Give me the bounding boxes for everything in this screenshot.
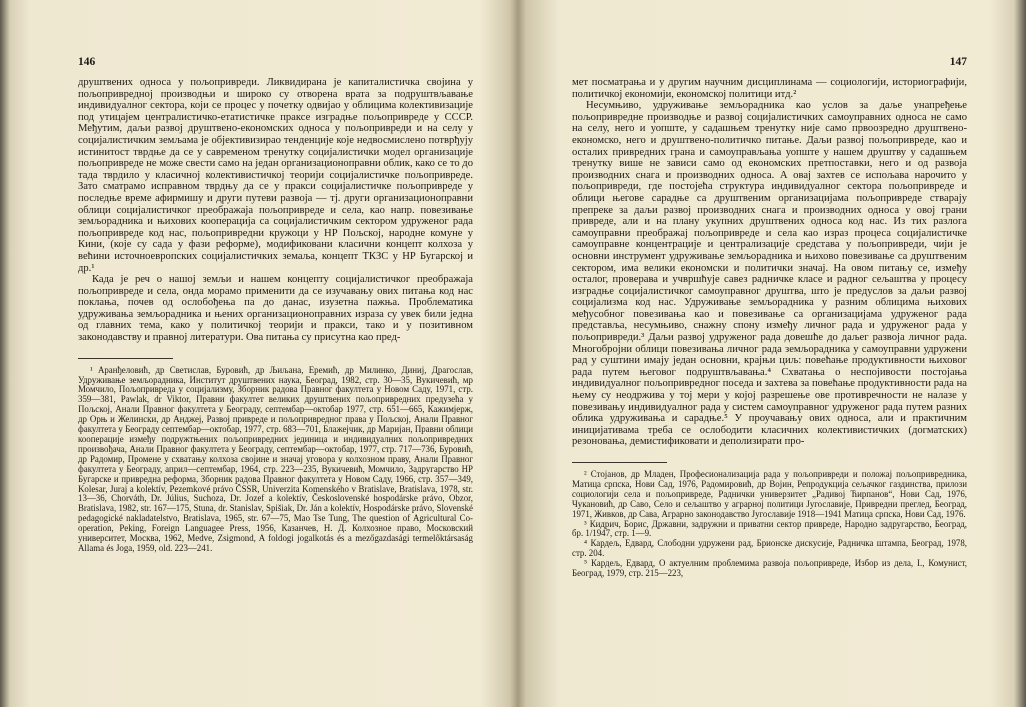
paragraph: друштвених односа у пољопривреди. Ликвидирана је капиталистичка својина у пољопривредној производњи и широко су отворена врата за подруштвљавање индивидуалног сектора, који се процес у почетку одвијао у облицима колективизације под утицајем централистичко-етатистичке праксе изградње пољопривреде у СССР. Међутим, даљи развој друштвено-економских односа у пољопривреди и на селу у социјалистичким земљама је објективизирао тенденције које недвосмислено потврђују истинитост тврдње да се у савременом тренутку социјалистички модел организације пољопривреде не може свести само на један организационоправни облик, како се то до тада тврдило у класичној колективистичкој теорији социјалистичке пољопривреде. Зато сматрамо исправном тврдњу да се у пракси социјалистичке пољопривреде у последње време афирмишу и други путеви развоја — тј. други организационоправни облици социјалистичког преображаја пољопривреде и села, као напр. повезивање земљорадника и њихових кооперација са социјалистичким сектором удруженог рада пољопривреде код нас, пољопривредни кружоци у НР Пољској, народне комуне у Кини, (које су сада у фази реформе), модификовани класични концепт колхоза у већини источноевропских социјалистичких земаља, концепт ТКЗС у НР Бугарској и др.¹ <box>78 77 473 274</box>
footnotes <box>78 366 473 554</box>
paragraph: мет посматрања и у другим научним дисциплинама — социологији, историографији, политичкој економији, економској политици итд.² <box>572 77 967 100</box>
page-number: 146 <box>78 56 96 68</box>
footnote: ¹ Аранђеловић, др Светислав, Буровић, др Љиљана, Еремић, др Милинко, Диниј, Драгослав, Удруживање земљорадника, Институт друштвених наука, Београд, 1982, стр. 30—35, Вукичевић, мр Момчило, Пољопривреда у социјализму, Зборник радова Правног факултета у Новом Саду, 1971, стр. 359—381, Pawlak, dr Viktor, Правни факултет великих друштвених пољопривредних предузећа у Пољској, Анали Правног факултета у Београду, септембар—октобар 1977, стр. 651—665, Кажимјерж, др Орњ и Желински, др Анджеј, Развој привреде и пољопривредног права у Пољској, Анали Правног факултета у Београду септембар—октобар, 1977, стр. 683—701, Блажејчик, др Маријан, Правни облици кооперације између подружтњених пољопривредних јединица и индивидуалних пољопривредних произвођача, Анали Правног факултета у Београду, септембар—октобар, 1977, стр. 717—736, Буровић, др Радомир, Промене у схватању колхоза својине и значај уговора у колхозном праву, Анали Правног факултета у Београду, април—септембар, 1964, стр. 223—235, Вукичевић, Момчило, Задругарство НР Бугарске и привредна реформа, Зборник радова Правног факултета у Новом Саду, 1966, стр. 357—349, Kolesar, Juraj a kolektív, Pezemkové právo ČSSR, Univerzita Komenského v Bratislave, Bratislava, 1978, str. 13—36, Chorváth, Dr. Július, Suchoza, Dr. Jozef a kolektív, Československé hospodárske právo, Obzor, Bratislava, 1982, str. 167—175, Stuna, dr. Stanislav, Spišiak, Dr. Ján a kolektív, Hospodárske právo, Slovenské pedagogické nakladatelstvo, Bratislava, 1965, str. 67—75, Mao Tse Tung, The question of Agricultural Co-operation, Peking, Foreign Languagee Press, 1956, Казанчев, Н. Д. Колхозное право, Московский университет, Москва, 1962, Medve, Zsigmond, A foldogi jogalkotás és a mezőgazdasági termelőktársaság Allama és Joga, 1959, old. 223—241. <box>78 364 473 553</box>
footnote: ⁵ Кардељ, Едвард, О актуелним проблемима развоја пољопривреде, Избор из дела, I., Комунист, Београд, 1979, стр. 215—223, <box>572 558 967 579</box>
page-number: 147 <box>949 56 967 68</box>
left-page <box>78 55 473 697</box>
footnote-separator <box>78 358 173 359</box>
right-page <box>572 55 967 697</box>
body-text <box>572 77 967 448</box>
footnotes <box>572 470 967 579</box>
body-text <box>78 77 473 344</box>
footnote: ⁴ Кардељ, Едвард, Слободни удружени рад, Брионске дискусије, Радничка штампа, Београд, 1978, стр. 204. <box>572 538 967 559</box>
footnote: ² Стојанов, др Младен, Професионализација рада у пољопривреди и положај пољопривредника, Матица српска, Нови Сад, 1976, Радомировић, др Војин, Репродукција сељачког газдинства, прилози социологији села и пољопривреде, Раднички универзитет „Радивој Ћирпанов“, Нови Сад, 1976, Чукановић, др Саво, Село и сељаштво у аграрној политици Југославије, Привредни преглед, Београд, 1971, Живков, др Сава, Аграрно законодавство Југославије 1918—1941 Матица српска, Нови Сад, 1976. <box>572 469 967 519</box>
paragraph: Несумњиво, удруживање земљорадника као услов за даље унапређење пољопривредне производње и развој социјалистичких самоуправних односа не само на селу, него и уопште, у садашњем тренутку није само првоозредно друштвено-економско, него и друштвено-политичко питање. Даљи развој пољопривреде, као и осталих привредних грана и самоуправљања уопште у нашем друштву у садашњем тренутку више не зависи само од економских претпоставки, него и од развоја производних снага и производних односа. А овај захтев се испољава нарочито у пољопривреди, где постојећа структура индивидуалног сектора пољопривреде и облици његове сарадње са друштвеним организацијама пољопривреде стварају препреке за даљи развој производних снага и производних односа у овој грани привреде, али и на плану укупних друштвених односа код нас. Из тих разлога самоуправни преображај пољопривреде и села као израз процеса социјалистичке самоуправне концентрације и централизације средстава у пољопривреди, чији је основни инструмент удруживање земљорадника и њихово повезивање са друштвеним сектором, има велики економски и политички значај. На овом питању се, између осталог, проверава и учвршћује савез радничке класе и радног сељаштва у процесу изградње социјалистичког самоуправног друштва, што је предуслов за даљи развој социјализма код нас. Удруживање земљорадника у разним облицима њихових међусобног повезивања као и повезивање са организацијама удруженог рада представља, несумњиво, снажну спону између личног рада и удруженог рада у пољопривреди.³ Даљи развој удруженог рада довешће до даљег развоја личног рада. Многобројни облици повезивања личног рада земљорадника у самоуправни удружени рад у суштини имају један основни, крајњи циљ: повећање продуктивности њиховог рада путем његовог подруштвљавања.⁴ Схватања о неспојивости постојања индивидуалног пољопривредног поседа и захтева за повећање продуктивности рада на њему су неодржива у тој мери у којој разрешење ове противречности не налазе у повезивању индивидуалног рада у систем самоуправног удруженог рада путем разних облика удруживања и сарадње.⁵ У проучавању ових односа, али и практичним иницијативама треба се ослободити класичних колективистичких (догматских) резоновања, демистификовати и деполизирати про- <box>572 100 967 448</box>
footnote: ³ Кидрич, Борис, Државни, задружни и приватни сектор привреде, Народно задругарство, Београд, бр. 1/1947, стр. 1—9. <box>572 518 967 539</box>
footnote-separator <box>572 462 667 463</box>
paragraph: Када је реч о нашој земљи и нашем концепту социјалистичког преображаја пољопривреде и села, онда морамо применити да се изучавању ових питања код нас поклања, почев од ослобођења па до данас, изузетна пажња. Проблематика удруживања земљорадника и њених организационоправних израза су увек били једна од главних тема, како у политичкој теорији и пракси, тако и у позитивном законодавству и правној литератури. Ова питања су присутна као пред- <box>78 274 473 344</box>
